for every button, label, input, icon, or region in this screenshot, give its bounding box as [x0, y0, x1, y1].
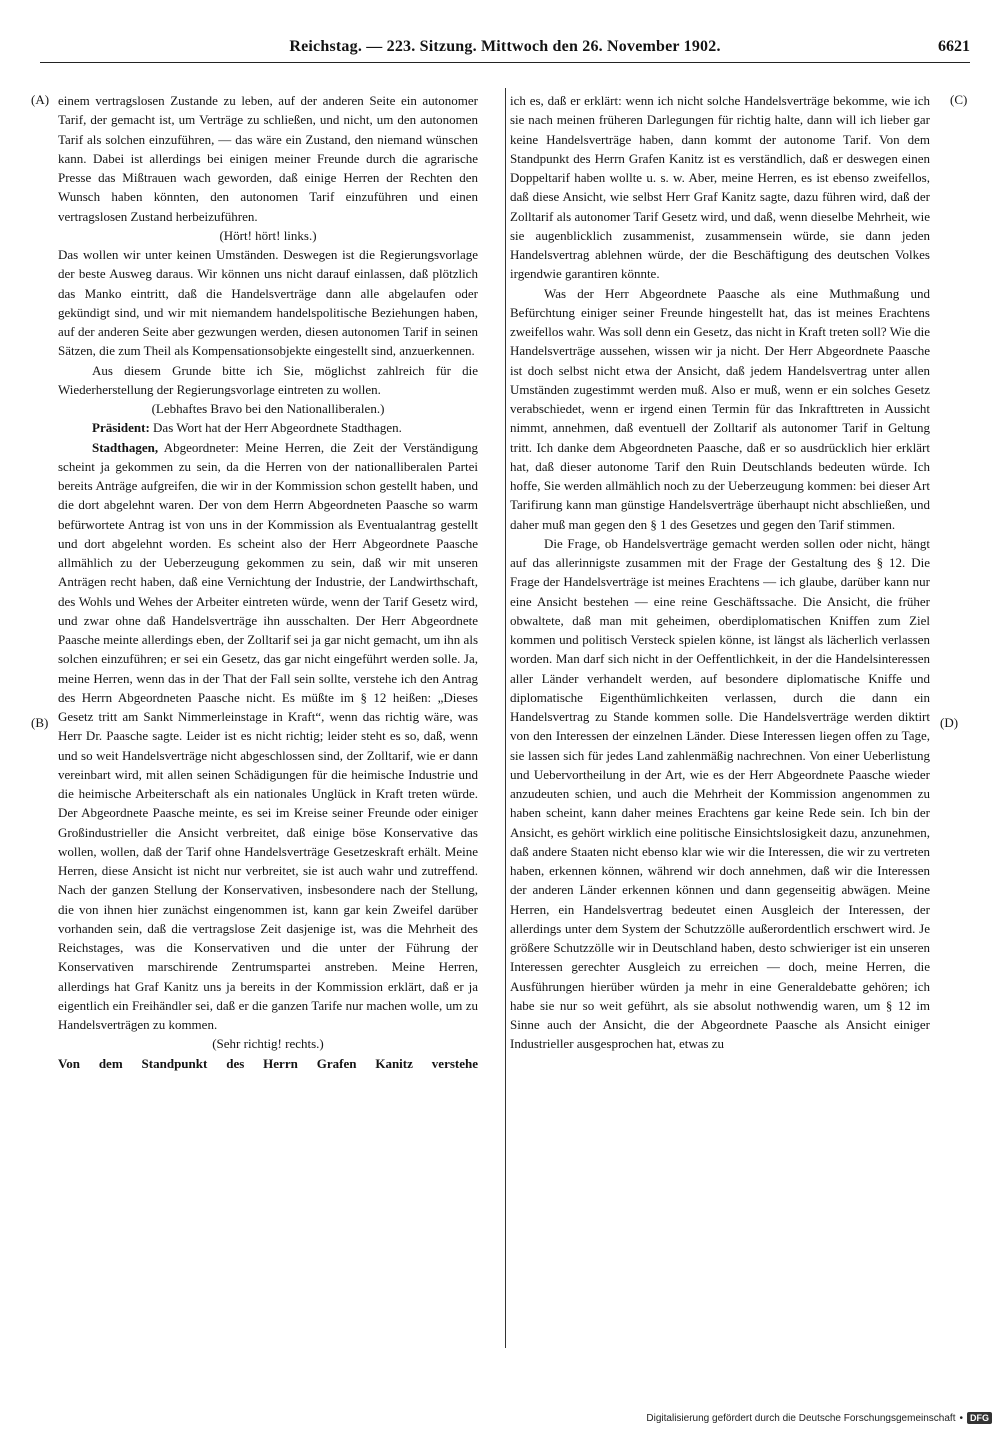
- page-footer: [646, 1410, 992, 1426]
- footer-credit: Digitalisierung gefördert durch die Deutsche Forschungsgemeinschaft: [646, 1412, 956, 1424]
- paragraph: Aus diesem Grunde bitte ich Sie, möglichst zahlreich für die Wiederherstellung der Regierungsvorlage eintreten zu wollen.: [58, 362, 478, 397]
- paragraph: einem vertragslosen Zustande zu leben, auf der anderen Seite ein autonomer Tarif, der gemacht ist, um Verträge zu schließen, und nicht, um den autonomen Tarif als solchen einzuführen, — das wäre ein Zustand, den niemand wünschen kann. Dabei ist allerdings bei einigen meiner Freunde durch die agrarische Presse das Mißtrauen wach geworden, daß einige Herren der Rechten den Wunsch haben könnten, den autonomen Tarif einzuführen und einen vertragslosen Zustand herbeizuführen.: [58, 93, 478, 224]
- paragraph-continuation: Von dem Standpunkt des Herrn Grafen Kanitz verstehe: [58, 1055, 478, 1071]
- page-number: 6621: [938, 38, 970, 55]
- column-divider: [505, 88, 506, 1348]
- margin-marker-b: (B): [31, 715, 49, 730]
- right-column: [510, 91, 930, 1054]
- paragraph: ich es, daß er erklärt: wenn ich nicht solche Handelsverträge bekomme, wie ich sie nach meinen früheren Darlegungen für richtig halte, dann will ich lieber gar keine Handelsverträge haben, dann kommt der autonome Tarif. Von dem Standpunkt des Herrn Grafen Kanitz ist es verständlich, daß er deswegen einen Doppeltarif haben wollte u. s. w. Aber, meine Herren, es ist ebenso zweifellos, daß diese Ansicht, wie selbst Herr Graf Kanitz sagte, dazu führen wird, daß der Zolltarif als autonomer Tarif Gesetz wird, und daß, wenn dieselbe Mehrheit, wie sie augenblicklich zusammenist, zusammensein würde, sie dann jeden Handelsvertrag ablehnen würde, der die Beschäftigung des deutschen Volkes irgendwie garantiren könnte.: [510, 93, 930, 282]
- left-column: [58, 91, 478, 1073]
- header-title: Reichstag. — 223. Sitzung. Mittwoch den 26. November 1902.: [289, 38, 721, 55]
- margin-marker-d: (D): [940, 715, 959, 730]
- margin-marker-c: (C): [950, 92, 968, 107]
- header-rule: [40, 62, 970, 63]
- paragraph: Die Frage, ob Handelsverträge gemacht werden sollen oder nicht, hängt auf das allerinnigste zusammen mit der Frage der Gestaltung des § 12. Die Frage der Handelsverträge ist meines Erachtens — ich glaube, darüber kann nur eine Ansicht bestehen — eine reine Geschäftssache. Die Ansicht, die früher obwaltete, daß man mit geheimen, oberdiplomatischen Kniffen zum Ziel kommen und politisch Versteck spielen könne, ist längst als lächerlich verlassen worden. Man darf sich nicht in der Oeffentlichkeit, in der die Handelsinteressen aller Länder verhandelt werden, auf besondere diplomatische Kniffe und diplomatische Eigenthümlichkeiten verlassen, durch die dann ein Handelsvertrag zu Stande kommen solle. Die Handelsverträge werden diktirt von den Interessen der einzelnen Länder. Diese Interessen liegen offen zu Tage, sie lassen sich für jedes Land zahlenmäßig nachrechnen. Von einer Ueberlistung und Uebervortheilung in der Art, wie es der Herr Abgeordnete Paasche wieder anzudeuten schien, und auch die Mehrheit der Kommission angenommen zu haben scheint, kann daher meines Erachtens gar keine Rede sein. Ich bin der Ansicht, es gehört wirklich eine politische Einsichtslosigkeit dazu, anzunehmen, daß andere Staaten nicht ebenso klar wie wir die Interessen, die wir zu vertreten haben, erkennen können, während wir doch annehmen, daß wir die Interessen der anderen Länder erkennen können und dann gegenseitig abwägen. Meine Herren, ein Handelsvertrag bedeutet einen Ausgleich der Interessen, der allerdings unter dem System der Schutzzölle außerordentlich erschwert wird. Je größere Schutzzölle wir in Deutschland haben, desto schwieriger ist ein unseren Interessen gerechter Ausgleich zu erreichen — doch, meine Herren, die Ausführungen hierüber würden ja mehr in eine Generaldebatte gehören; ich habe sie nur so weit geführt, als sie absolut nothwendig waren, um § 12 im Sinne auch der Ansicht, die der Abgeordnete Paasche als Ansicht einiger Industrieller ausgesprochen hat, etwas zu: [510, 535, 930, 1052]
- interjection: (Hört! hört! links.): [219, 227, 317, 243]
- margin-marker-a: (A): [31, 92, 50, 107]
- speaker-paragraph-stadthagen: Stadthagen, Abgeordneter: Meine Herren, die Zeit der Verständigung scheint ja gekommen zu sein, da die Herren von der nationalliberalen Partei bereits Anträge aufgreifen, die wir in der Kommission schon gestellt haben, und die dort abgelehnt waren. Der von dem Herrn Abgeordneten Paasche so warm befürwortete Antrag ist von uns in der Kommission als Eventualantrag gestellt und dort abgelehnt worden. Es scheint also der Herr Abgeordnete Paasche allmählich zu der Ueberzeugung gekommen zu sein, daß wir mit unseren Anträgen recht haben, daß eine Vernichtung der Industrie, der Landwirthschaft, des Wohls und Wehes der Arbeiter eintreten würde, wenn der Tarif Gesetz wird, und zwar ohne daß Handelsverträge ihn ausschalten. Der Herr Abgeordnete Paasche meinte allerdings eben, der Zolltarif sei ja gar nicht gemacht, um ihn als solchen einzuführen; er sei ein Gesetz, das gar nicht eingeführt werden solle. Ja, meine Herren, wenn das in der That der Fall sein sollte, verstehe ich den Antrag des Herrn Abgeordneten Paasche nicht. Es müßte im § 12 heißen: „Dieses Gesetz tritt am Sankt Nimmerleinstage in Kraft“, wenn das richtig wäre, was Herr Dr. Paasche sagte. Leider ist es nicht richtig; leider steht es so, daß, wenn und so weit Handelsverträge nicht abgeschlossen sind, der Zolltarif, wie er dann vereinbart wird, mit allen seinen Schädigungen für die heimische Industrie und die heimische Arbeiterschaft als ein nationales Unglück in Kraft treten würde. Der Abgeordnete Paasche meinte, es sei im Kreise seiner Freunde oder einiger Großindustrieller die Ansicht verbreitet, daß einige böse Konservative das wollen, wollen, daß der Tarif ohne Handelsverträge Gesetzeskraft erhält. Meine Herren, diese Ansicht ist nicht nur verbreitet, sie ist auch wahr und zutreffend. Nach der ganzen Stellung der Konservativen, insbesondere nach der Stellung, die von ihnen hier zunächst eingenommen ist, kann gar kein Zweifel darüber vorhanden sein, daß die vertragslose Zeit dasjenige ist, was die Mehrheit des Reichstages, was die Konservativen und die unter der Führung der Konservativen marschirende Zentrumspartei anstreben. Meine Herren, allerdings hat Graf Kanitz uns ja bereits in der Kommission erklärt, daß er ja eigentlich ein Freihändler sei, daß er die ganzen Tarife nur machen wolle, um zu Handelsverträgen zu kommen.: [58, 439, 478, 1032]
- dfg-logo-icon: DFG: [967, 1412, 992, 1424]
- speaker-name: Stadthagen,: [92, 439, 159, 455]
- interjection: (Lebhaftes Bravo bei den Nationalliberalen.): [151, 401, 385, 416]
- paragraph: Was der Herr Abgeordnete Paasche als eine Muthmaßung und Befürchtung einiger seiner Freunde hingestellt hat, das ist meines Erachtens zweifellos wahr. Was soll denn ein Gesetz, das nicht in Kraft treten soll? Wie die Handelsverträge aussehen, wissen wir ja nicht. Der Herr Abgeordnete Paasche ist doch selbst nicht etwa der Ansicht, daß jedem Handelsvertrag unter allen Umständen zugestimmt werden muß. Also er muß, wenn er ein solches Gesetz verabschiedet, wenn er irgend einen Termin für das Inkrafttreten in Aussicht nimmt, annehmen, daß eventuell der Zolltarif als autonomer Tarif in Geltung tritt. Ich danke dem Abgeordneten Paasche, daß er so ausdrücklich hier erklärt hat, daß dieser autonome Tarif den Ruin Deutschlands bedeuten würde. Ich hoffe, Sie werden allmählich noch zu der Ueberzeugung kommen: bei dieser Art Tarifirung kann man günstige Handelsverträge überhaupt nicht abschließen, und daher muß man gegen den § 1 des Gesetzes und gegen den Tarif stimmen.: [510, 285, 930, 532]
- page-header: [40, 30, 970, 70]
- interjection: (Sehr richtig! rechts.): [212, 1036, 324, 1052]
- speaker-paragraph-president: Präsident: Das Wort hat der Herr Abgeordnete Stadthagen.: [92, 420, 402, 436]
- paragraph: Das wollen wir unter keinen Umständen. Deswegen ist die Regierungsvorlage der beste Ausweg daraus. Wir können uns nicht darauf einlassen, daß plötzlich das Manko eintritt, daß die Handelsverträge dann alle abgelaufen oder gekündigt sind, und wir mit niemandem handelspolitische Beziehungen haben, auf der anderen Seite aber gezwungen werden, diesen autonomen Tarif in seinen Sätzen, die zum Theil als Kompensationsobjekte eingestellt sind, anzuerkennen.: [58, 247, 478, 359]
- footer-separator: •: [959, 1412, 963, 1424]
- speaker-name: Präsident:: [92, 420, 150, 436]
